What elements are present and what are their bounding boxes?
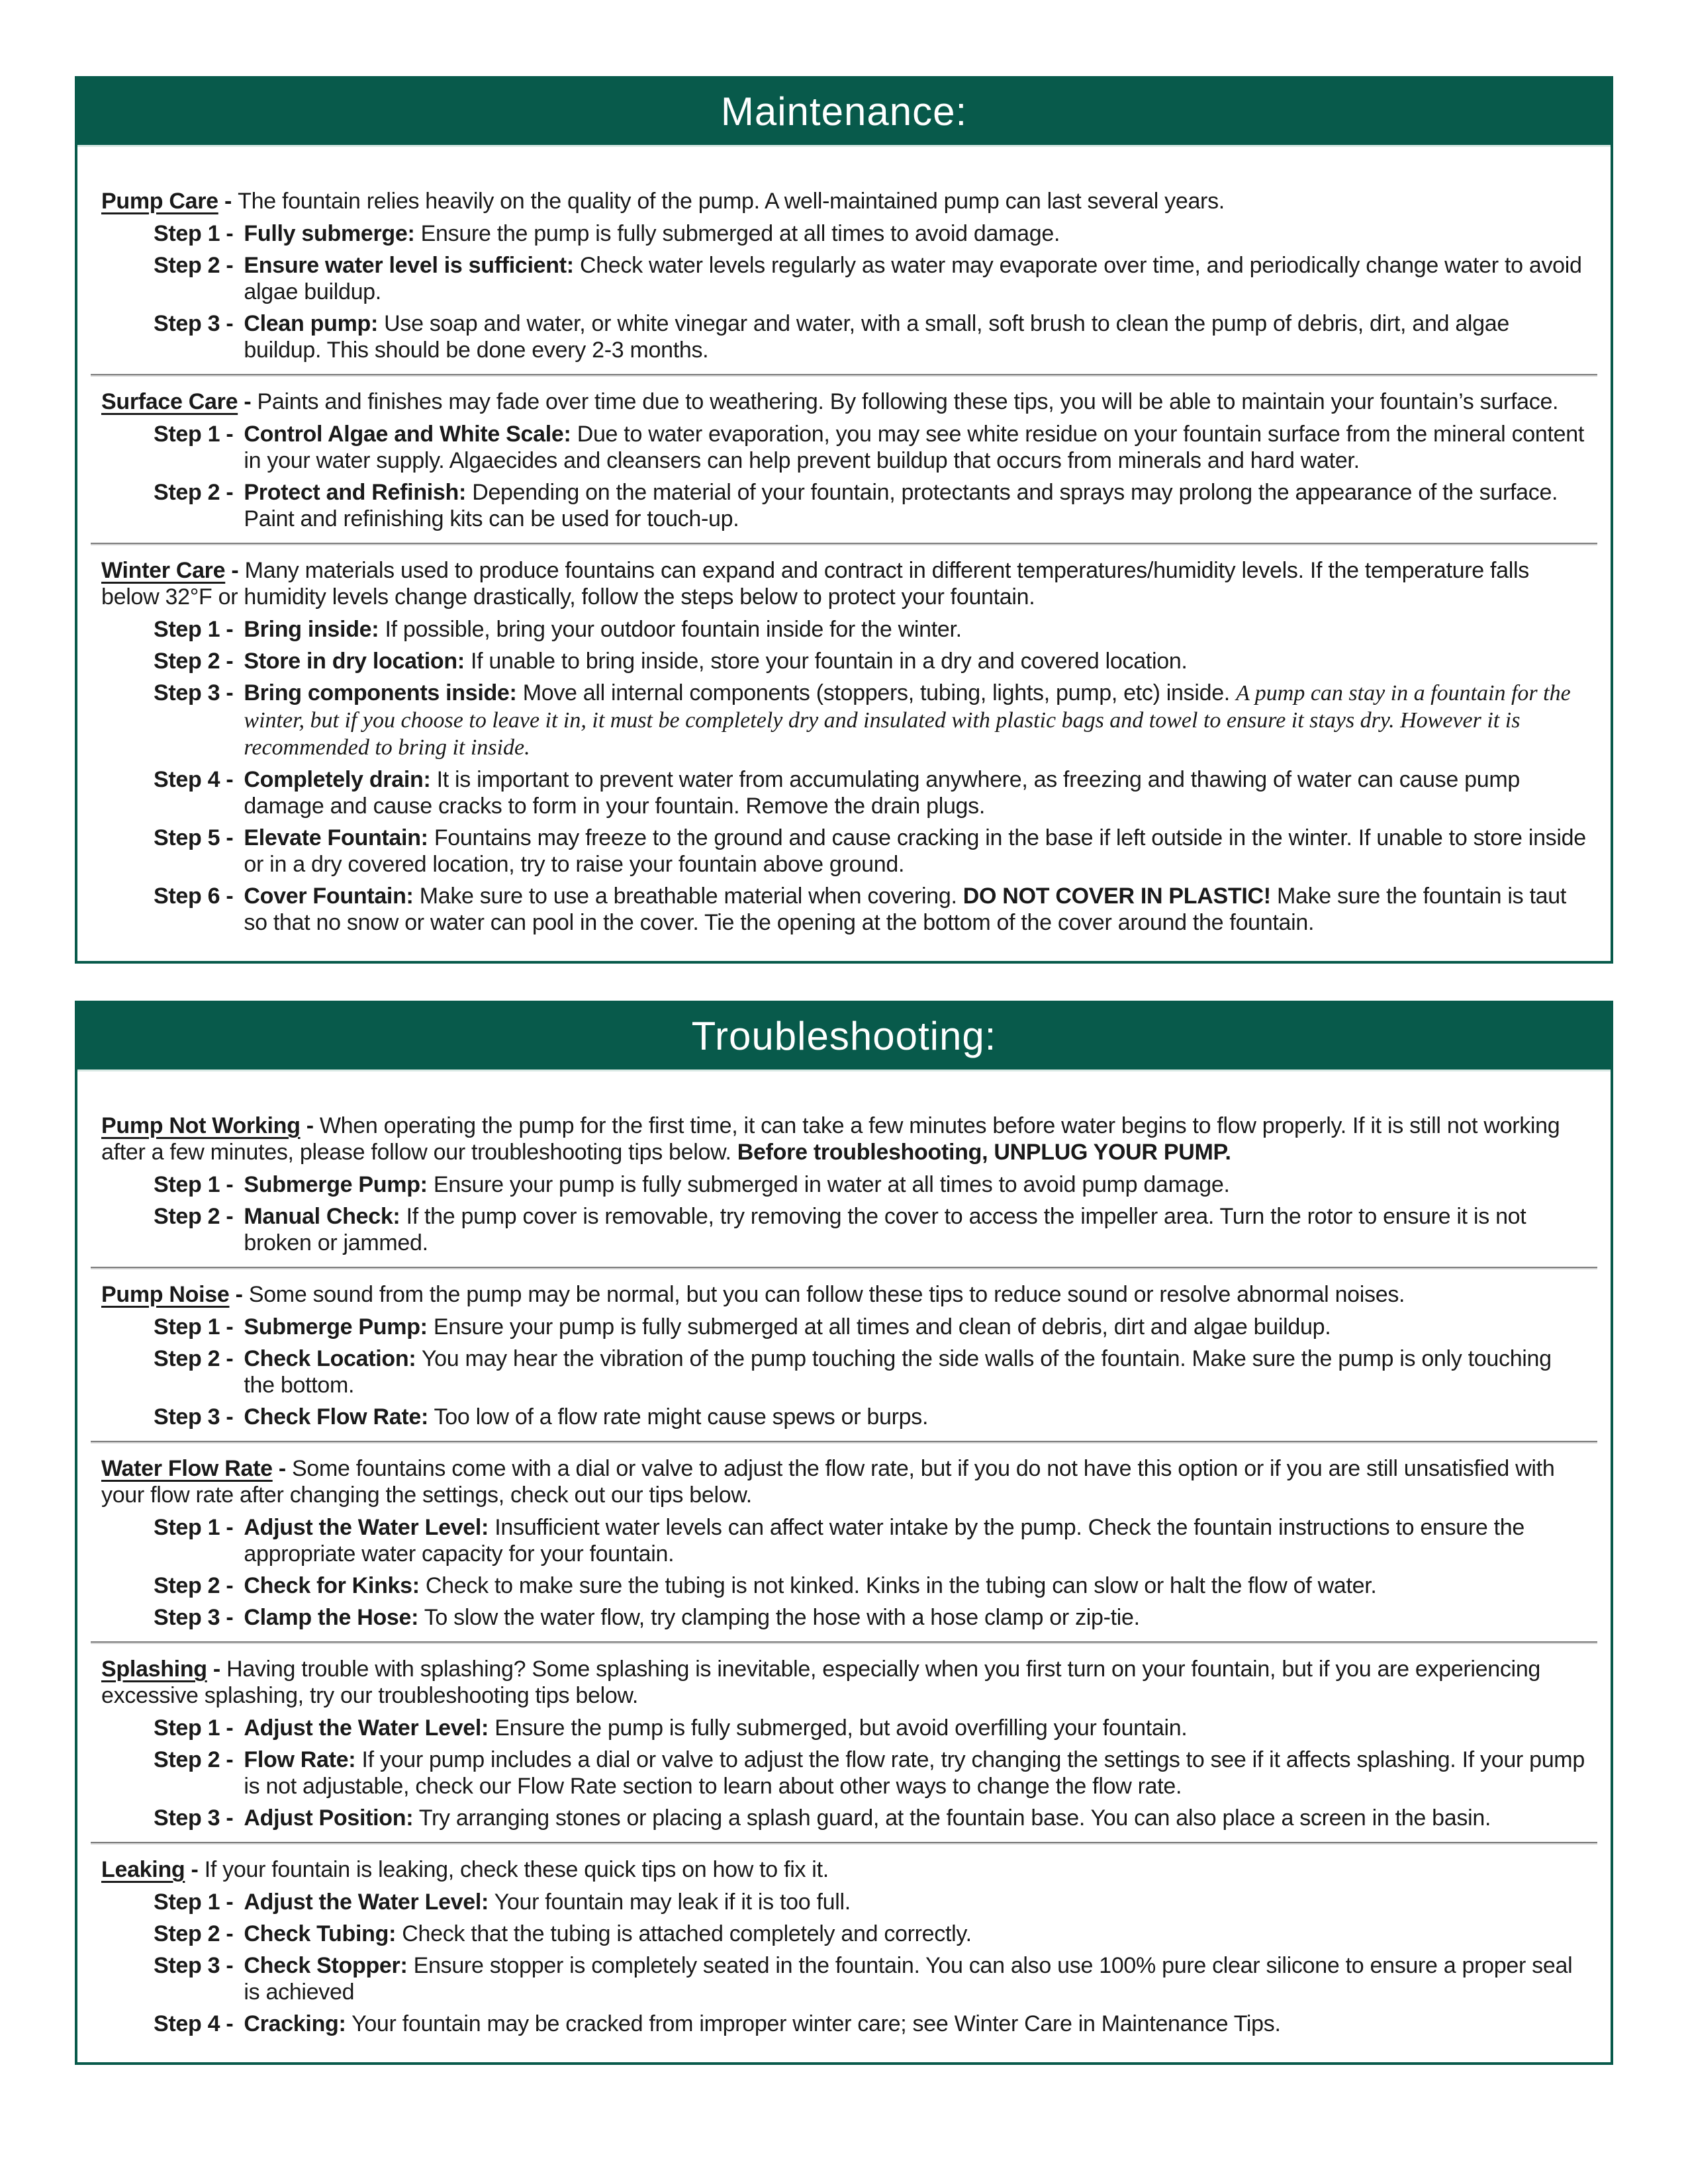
text-segment: Bring inside: <box>244 617 379 642</box>
step-text <box>244 1171 1588 1198</box>
step-label: Step 2 - <box>154 1346 234 1371</box>
step-row <box>101 479 1588 532</box>
text-segment: Check that the tubing is attached completely and correctly. <box>396 1921 972 1946</box>
topic-dash: - <box>225 558 245 583</box>
step-row <box>101 825 1588 878</box>
step-label: Step 1 - <box>154 1314 234 1340</box>
section-divider <box>91 374 1597 377</box>
section-divider <box>91 1267 1597 1269</box>
troubleshooting-body <box>77 1071 1611 2062</box>
text-segment: Cover Fountain: <box>244 884 414 909</box>
topic-intro <box>101 188 1588 214</box>
topic-name: Splashing <box>101 1657 207 1682</box>
text-segment: Fountains may freeze to the ground and cause cracking in the base if left outside in the winter. If unable to store inside or in a dry covered location, try to raise your fountain above ground. <box>244 825 1586 877</box>
step-label: Step 2 - <box>154 1921 234 1946</box>
step-row <box>101 680 1588 761</box>
text-segment: If possible, bring your outdoor fountain inside for the winter. <box>379 617 962 642</box>
step-label: Step 1 - <box>154 1515 234 1540</box>
text-segment: Try arranging stones or placing a splash guard, at the fountain base. You can also place a screen in the basin. <box>413 1805 1491 1831</box>
text-segment: Clamp the Hose: <box>244 1605 419 1630</box>
step-row <box>101 1747 1588 1799</box>
step-text <box>244 883 1588 936</box>
step-text <box>244 766 1588 819</box>
step-row <box>101 1171 1588 1198</box>
text-segment: Adjust the Water Level: <box>244 1889 489 1915</box>
text-segment: Store in dry location: <box>244 649 465 674</box>
maintenance-header-bar <box>77 79 1611 147</box>
text-segment: Many materials used to produce fountains can expand and contract in different temperatures/humidity levels. If the temperature falls below 32°F or humidity levels change drastically, follow the steps below to protect your fountain. <box>101 558 1529 610</box>
topic-intro <box>101 1656 1588 1709</box>
text-segment: Make sure the fountain is taut so that no snow or water can pool in the cover. Tie the opening at the bottom of the cover around the fountain. <box>244 884 1566 935</box>
text-segment: Check Stopper: <box>244 1953 408 1978</box>
text-segment: It is important to prevent water from accumulating anywhere, as freezing and thawing of water can cause pump damage and cause cracks to form in your fountain. Remove the drain plugs. <box>244 767 1520 819</box>
topic-name: Pump Care <box>101 189 218 214</box>
text-segment: Adjust the Water Level: <box>244 1715 489 1741</box>
step-label: Step 2 - <box>154 253 234 278</box>
step-row <box>101 1889 1588 1915</box>
topic-water-flow-rate <box>101 1455 1588 1631</box>
troubleshooting-title: Troubleshooting: <box>691 1014 997 1058</box>
step-text <box>244 1604 1588 1631</box>
text-segment: If your fountain is leaking, check these quick tips on how to fix it. <box>204 1857 829 1882</box>
step-label: Step 1 - <box>154 1172 234 1197</box>
step-row <box>101 1514 1588 1567</box>
step-label: Step 2 - <box>154 1747 234 1772</box>
text-segment: Some fountains come with a dial or valve to adjust the flow rate, but if you do not have this option or if you are still unsatisfied with your flow rate after changing the settings, check out our tips below. <box>101 1456 1555 1508</box>
topic-name: Surface Care <box>101 389 238 414</box>
text-segment: Insufficient water levels can affect water intake by the pump. Check the fountain instructions to ensure the appropriate water capacity for your fountain. <box>244 1515 1525 1567</box>
text-segment: Move all internal components (stoppers, tubing, lights, pump, etc) inside. <box>516 680 1237 705</box>
step-text <box>244 252 1588 305</box>
topic-pump-noise <box>101 1281 1588 1430</box>
topic-intro <box>101 557 1588 610</box>
text-segment: Check water levels regularly as water may evaporate over time, and periodically change water to avoid algae buildup. <box>244 253 1582 304</box>
text-segment: Elevate Fountain: <box>244 825 428 850</box>
topic-name: Water Flow Rate <box>101 1456 273 1481</box>
text-segment: Cracking: <box>244 2011 346 2036</box>
text-segment: Check Flow Rate: <box>244 1404 428 1430</box>
step-text <box>244 1345 1588 1398</box>
maintenance-title: Maintenance: <box>720 89 968 134</box>
step-row <box>101 220 1588 247</box>
step-text <box>244 1805 1588 1831</box>
topic-splashing <box>101 1656 1588 1831</box>
step-text <box>244 1404 1588 1430</box>
text-segment: Check for Kinks: <box>244 1573 420 1598</box>
topic-pump-not-working <box>101 1113 1588 1256</box>
text-segment: Check Tubing: <box>244 1921 397 1946</box>
text-segment: Completely drain: <box>244 767 431 792</box>
topic-intro <box>101 1281 1588 1308</box>
topic-dash: - <box>300 1113 320 1138</box>
topic-name: Pump Noise <box>101 1282 230 1307</box>
topic-dash: - <box>218 189 238 214</box>
topic-name: Pump Not Working <box>101 1113 301 1138</box>
step-text <box>244 220 1588 247</box>
step-label: Step 4 - <box>154 2011 234 2036</box>
text-segment: Use soap and water, or white vinegar and water, with a small, soft brush to clean the pump of debris, dirt, and algae buildup. This should be done every 2-3 months. <box>244 311 1510 363</box>
text-segment: Control Algae and White Scale: <box>244 422 571 447</box>
step-row <box>101 883 1588 936</box>
text-segment: Clean pump: <box>244 311 378 336</box>
text-segment: Depending on the material of your fountain, protectants and sprays may prolong the appearance of the surface. Paint and refinishing kits can be used for touch-up. <box>244 480 1558 531</box>
step-text <box>244 1747 1588 1799</box>
text-segment: Ensure your pump is fully submerged at all times and clean of debris, dirt and algae buildup. <box>427 1314 1331 1340</box>
step-text <box>244 1314 1588 1340</box>
step-label: Step 2 - <box>154 1573 234 1598</box>
text-segment: A pump can stay in a fountain for the winter, but if you choose to leave it in, it must be completely dry and insulated with plastic bags and towel to ensure it stays dry. However it is recommended to bring it inside. <box>244 681 1571 760</box>
topic-name: Winter Care <box>101 558 226 583</box>
maintenance-section <box>75 76 1613 964</box>
text-segment: Adjust Position: <box>244 1805 414 1831</box>
text-segment: Paints and finishes may fade over time due to weathering. By following these tips, you will be able to maintain your fountain’s surface. <box>257 389 1559 414</box>
step-row <box>101 1572 1588 1599</box>
text-segment: Adjust the Water Level: <box>244 1515 489 1540</box>
step-row <box>101 1604 1588 1631</box>
text-segment: Check Location: <box>244 1346 416 1371</box>
text-segment: Before troubleshooting, UNPLUG YOUR PUMP. <box>737 1140 1231 1165</box>
step-text <box>244 1715 1588 1741</box>
step-row <box>101 766 1588 819</box>
maintenance-body <box>77 147 1611 961</box>
step-label: Step 2 - <box>154 649 234 674</box>
step-text <box>244 1889 1588 1915</box>
step-row <box>101 1404 1588 1430</box>
topic-intro <box>101 388 1588 415</box>
text-segment: Ensure the pump is fully submerged, but avoid overfilling your fountain. <box>489 1715 1188 1741</box>
text-segment: Bring components inside: <box>244 680 517 705</box>
text-segment: Too low of a flow rate might cause spews or burps. <box>428 1404 929 1430</box>
text-segment: Protect and Refinish: <box>244 480 467 505</box>
step-row <box>101 1203 1588 1256</box>
step-row <box>101 421 1588 474</box>
text-segment: When operating the pump for the first time, it can take a few minutes before water begins to flow properly. If it is still not working after a few minutes, please follow our troubleshooting tips below. <box>101 1113 1560 1165</box>
step-row <box>101 310 1588 363</box>
step-row <box>101 1715 1588 1741</box>
step-row <box>101 1345 1588 1398</box>
step-label: Step 3 - <box>154 311 234 336</box>
step-row <box>101 648 1588 674</box>
text-segment: To slow the water flow, try clamping the hose with a hose clamp or zip-tie. <box>418 1605 1140 1630</box>
topic-name: Leaking <box>101 1857 185 1882</box>
step-row <box>101 1952 1588 2005</box>
text-segment: If your pump includes a dial or valve to adjust the flow rate, try changing the settings to see if it affects splashing. If your pump is not adjustable, check our Flow Rate section to learn about other ways to change the flow rate. <box>244 1747 1585 1799</box>
troubleshooting-header-bar <box>77 1003 1611 1071</box>
text-segment: Some sound from the pump may be normal, but you can follow these tips to reduce sound or resolve abnormal noises. <box>248 1282 1405 1307</box>
text-segment: If the pump cover is removable, try removing the cover to access the impeller area. Turn the rotor to ensure it is not broken or jammed. <box>244 1204 1526 1255</box>
step-label: Step 1 - <box>154 617 234 642</box>
text-segment: Fully submerge: <box>244 221 415 246</box>
step-text <box>244 1921 1588 1947</box>
text-segment: Your fountain may be cracked from improper winter care; see Winter Care in Maintenance Tips. <box>346 2011 1281 2036</box>
text-segment: Ensure stopper is completely seated in the fountain. You can also use 100% pure clear silicone to ensure a proper seal is achieved <box>244 1953 1573 2005</box>
step-label: Step 2 - <box>154 480 234 505</box>
text-segment: Ensure water level is sufficient: <box>244 253 574 278</box>
step-text <box>244 1952 1588 2005</box>
text-segment: Ensure your pump is fully submerged in water at all times to avoid pump damage. <box>427 1172 1230 1197</box>
text-segment: Having trouble with splashing? Some splashing is inevitable, especially when you first turn on your fountain, but if you are experiencing excessive splashing, try our troubleshooting tips below. <box>101 1657 1541 1708</box>
step-text <box>244 2011 1588 2037</box>
text-segment: Submerge Pump: <box>244 1172 428 1197</box>
section-divider <box>91 1842 1597 1844</box>
step-text <box>244 1514 1588 1567</box>
step-row <box>101 2011 1588 2037</box>
step-label: Step 3 - <box>154 1953 234 1978</box>
topic-intro <box>101 1856 1588 1883</box>
step-label: Step 6 - <box>154 884 234 909</box>
text-segment: Due to water evaporation, you may see white residue on your fountain surface from the mineral content in your water supply. Algaecides and cleansers can help prevent buildup that occurs from minerals and hard water. <box>244 422 1585 473</box>
step-row <box>101 1921 1588 1947</box>
step-label: Step 2 - <box>154 1204 234 1229</box>
step-label: Step 1 - <box>154 422 234 447</box>
step-label: Step 5 - <box>154 825 234 850</box>
step-text <box>244 616 1588 643</box>
topic-pump-care <box>101 188 1588 363</box>
step-label: Step 3 - <box>154 1805 234 1831</box>
topic-intro <box>101 1455 1588 1508</box>
text-segment: Ensure the pump is fully submerged at all times to avoid damage. <box>414 221 1060 246</box>
text-segment: Manual Check: <box>244 1204 400 1229</box>
step-label: Step 3 - <box>154 680 234 705</box>
topic-dash: - <box>229 1282 249 1307</box>
step-row <box>101 616 1588 643</box>
step-label: Step 3 - <box>154 1404 234 1430</box>
step-text <box>244 310 1588 363</box>
text-segment: Submerge Pump: <box>244 1314 428 1340</box>
step-text <box>244 825 1588 878</box>
topic-dash: - <box>185 1857 205 1882</box>
section-divider <box>91 1441 1597 1443</box>
section-divider <box>91 1641 1597 1644</box>
section-divider <box>91 543 1597 545</box>
text-segment: Your fountain may leak if it is too full. <box>489 1889 851 1915</box>
text-segment: Flow Rate: <box>244 1747 356 1772</box>
text-segment: DO NOT COVER IN PLASTIC! <box>962 884 1271 909</box>
text-segment: Make sure to use a breathable material when covering. <box>413 884 963 909</box>
step-text <box>244 421 1588 474</box>
step-label: Step 1 - <box>154 221 234 246</box>
step-row <box>101 252 1588 305</box>
step-text <box>244 1572 1588 1599</box>
step-label: Step 1 - <box>154 1715 234 1741</box>
step-text <box>244 1203 1588 1256</box>
text-segment: Check to make sure the tubing is not kinked. Kinks in the tubing can slow or halt the flow of water. <box>419 1573 1377 1598</box>
topic-intro <box>101 1113 1588 1165</box>
text-segment: You may hear the vibration of the pump touching the side walls of the fountain. Make sure the pump is only touching the bottom. <box>244 1346 1552 1398</box>
text-segment: The fountain relies heavily on the quality of the pump. A well-maintained pump can last several years. <box>238 189 1225 214</box>
step-text <box>244 648 1588 674</box>
step-label: Step 1 - <box>154 1889 234 1915</box>
step-text <box>244 680 1588 761</box>
step-label: Step 3 - <box>154 1605 234 1630</box>
step-text <box>244 479 1588 532</box>
topic-leaking <box>101 1856 1588 2037</box>
topic-dash: - <box>238 389 258 414</box>
troubleshooting-section <box>75 1001 1613 2065</box>
topic-dash: - <box>207 1657 227 1682</box>
step-row <box>101 1805 1588 1831</box>
topic-winter-care <box>101 557 1588 936</box>
topic-surface-care <box>101 388 1588 532</box>
text-segment: If unable to bring inside, store your fountain in a dry and covered location. <box>464 649 1188 674</box>
topic-dash: - <box>272 1456 293 1481</box>
step-label: Step 4 - <box>154 767 234 792</box>
step-row <box>101 1314 1588 1340</box>
